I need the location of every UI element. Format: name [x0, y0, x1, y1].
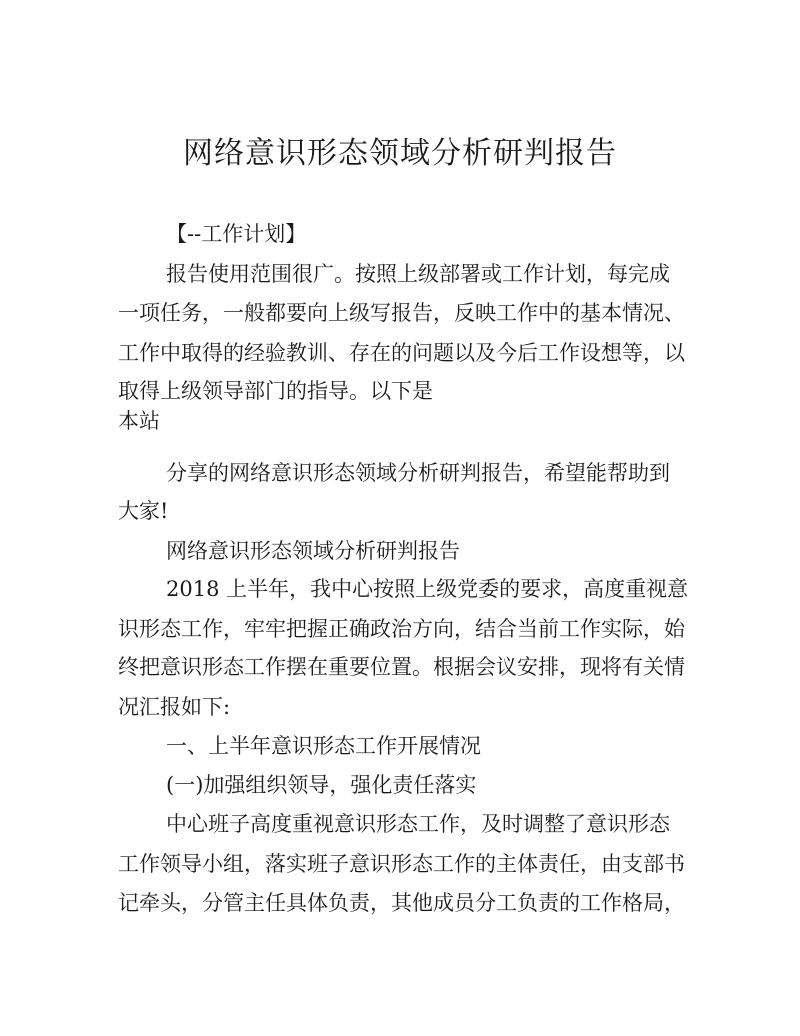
paragraph-line: 中心班子高度重视意识形态工作，及时调整了意识形态: [166, 812, 670, 836]
paragraph-line: 取得上级领导部门的指导。以下是: [118, 379, 433, 403]
paragraph-line: 2018 上半年，我中心按照上级党委的要求，高度重视意: [166, 577, 689, 601]
paragraph-line: 工作领导小组，落实班子意识形态工作的主体责任，由支部书: [118, 852, 685, 876]
section-heading: 一、上半年意识形态工作开展情况: [166, 734, 481, 758]
paragraph-line: 记牵头，分管主任具体负责，其他成员分工负责的工作格局，: [118, 891, 685, 915]
paragraph-line: 识形态工作，牢牢把握正确政治方向，结合当前工作实际，始: [118, 617, 685, 641]
paragraph-line: 本站: [118, 409, 160, 433]
document-title: 网络意识形态领域分析研判报告: [183, 136, 617, 171]
section-tag: 【--工作计划】: [166, 222, 307, 246]
paragraph-line: 况汇报如下:: [118, 695, 231, 719]
paragraph-line: 一项任务，一般都要向上级写报告，反映工作中的基本情况、: [118, 301, 685, 325]
paragraph-line: 报告使用范围很广。按照上级部署或工作计划，每完成: [166, 262, 670, 286]
section-heading: (一)加强组织领导，强化责任落实: [166, 773, 477, 797]
subtitle-line: 网络意识形态领域分析研判报告: [166, 539, 460, 563]
paragraph-line: 终把意识形态工作摆在重要位置。根据会议安排，现将有关情: [118, 655, 685, 679]
paragraph-line: 大家!: [118, 499, 169, 523]
paragraph-line: 工作中取得的经验教训、存在的问题以及今后工作设想等，以: [118, 341, 685, 365]
paragraph-line: 分享的网络意识形态领域分析研判报告，希望能帮助到: [166, 461, 670, 485]
